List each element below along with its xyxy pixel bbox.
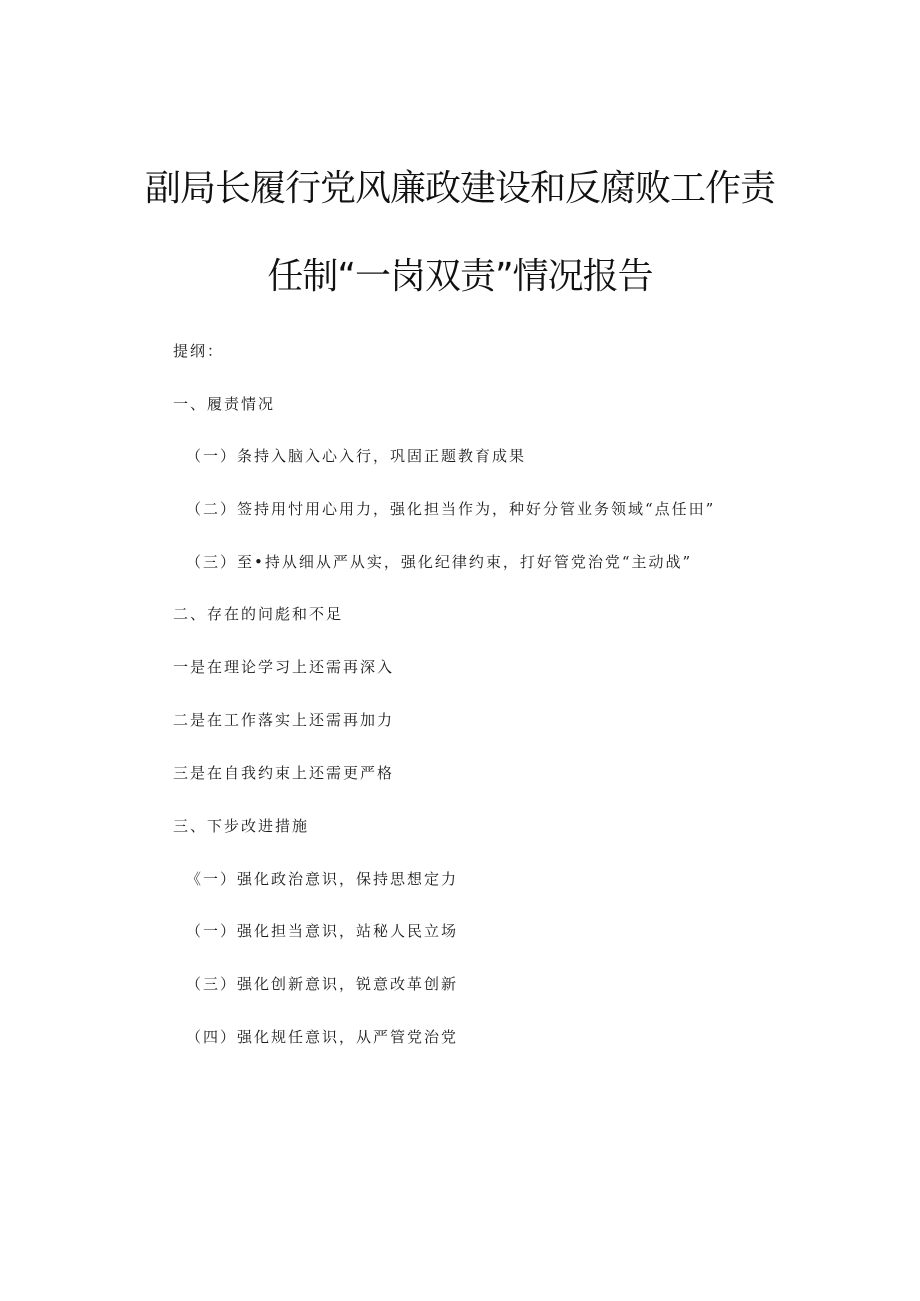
section-1-heading: 一、履责情况 — [173, 395, 276, 413]
section-1-item-2: （二）签持用忖用心用力，强化担当作为，种好分管业务领域“点任田” — [186, 500, 716, 518]
section-2-item-2: 二是在工作落实上还需再加力 — [173, 711, 395, 729]
section-3-item-3: （三）强化创新意识，锐意改革创新 — [186, 975, 459, 993]
section-2-item-1: 一是在理论学习上还需再深入 — [173, 658, 395, 676]
section-2-heading: 二、存在的问彪和不足 — [173, 605, 344, 623]
document-title-line-1: 副局长履行党风廉政建设和反腐败工作责 — [144, 168, 775, 209]
outline-label: 提纲： — [173, 342, 225, 360]
document-title-line-2: 任制“一岗双责”情况报告 — [267, 256, 653, 297]
section-3-item-1: 《一）强化政治意识，保持思想定力 — [186, 870, 459, 888]
section-1-item-1: （一）条持入脑入心入行，巩固正题教育成果 — [186, 447, 527, 465]
section-3-item-4: （四）强化规任意识，从严管党治党 — [186, 1028, 459, 1046]
section-1-item-3: （三）至•持从细从严从实，强化纪律约束，打好管党治党“主动战” — [186, 553, 693, 571]
section-3-item-2: （一）强化担当意识，站秘人民立场 — [186, 922, 459, 940]
section-3-heading: 三、下步改进措施 — [173, 817, 310, 835]
section-2-item-3: 三是在自我约束上还需更严格 — [173, 764, 395, 782]
